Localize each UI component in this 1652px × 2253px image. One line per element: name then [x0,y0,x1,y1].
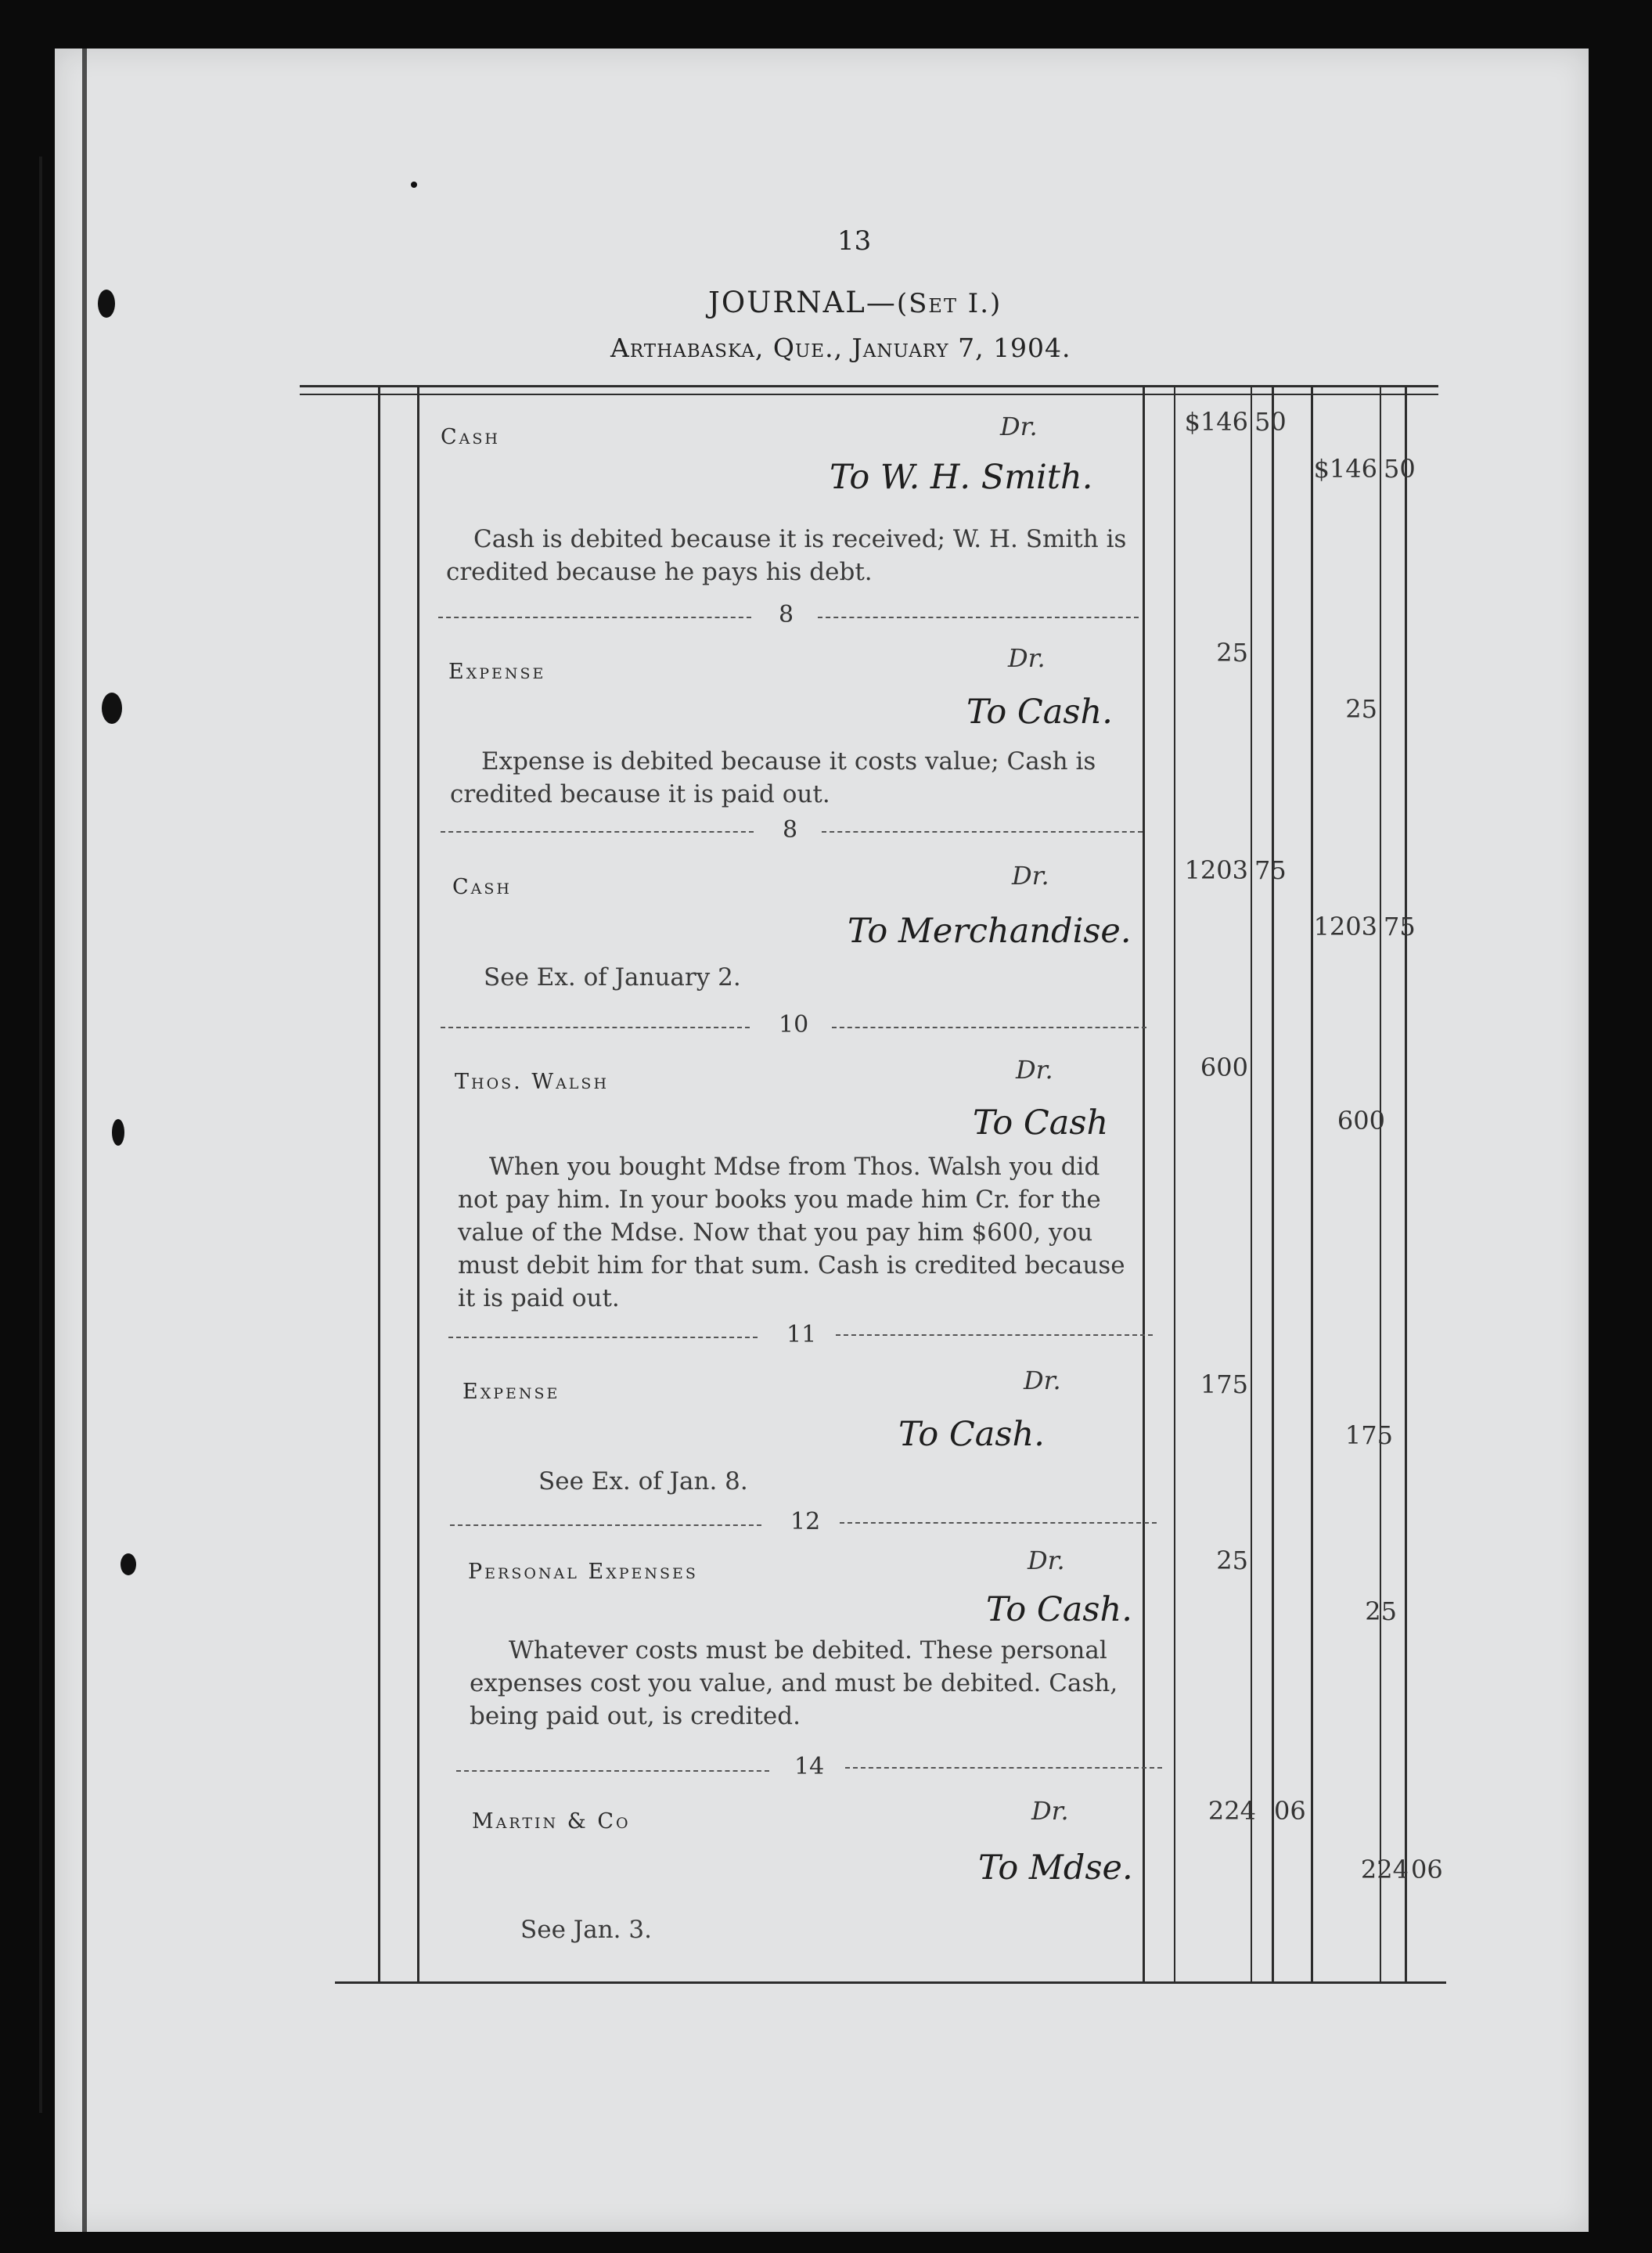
debit-account: Cash [452,875,512,899]
dr-label: Dr. [1000,412,1038,441]
date-separator-line [450,1524,761,1526]
credit-dollars: 25 [1345,694,1377,724]
margin-rule [417,387,419,1984]
debit-account: Cash [441,425,500,449]
journal-page [55,49,1589,2232]
ink-blot [98,290,115,318]
ink-blot [112,1119,124,1146]
entry-explanation: See Ex. of Jan. 8. [538,1467,748,1495]
dr-label: Dr. [1031,1796,1069,1826]
debit-account: Expense [448,660,546,684]
dr-label: Dr. [1008,643,1046,673]
credit-column-rule [1311,387,1313,1984]
dateline: Arthabaska, Que., January 7, 1904. [610,333,1071,363]
date-separator: 12 [790,1508,821,1535]
entry-explanation: See Jan. 3. [520,1916,652,1944]
ink-blot [102,693,122,724]
credit-cents: 50 [1384,454,1416,484]
debit-dollars: 224 [1208,1796,1256,1826]
entry-explanation: Whatever costs must be debited. These personal expenses cost you value, and must be debited. Cash, being paid out, is credited. [470,1636,1118,1730]
debit-cents: 06 [1274,1796,1306,1826]
journal-title: JOURNAL—(Set I.) [708,286,1002,319]
credit-dollars: 1203 [1313,912,1377,941]
credit-account: To W. H. Smith. [830,458,1093,497]
debit-account: Expense [462,1380,560,1404]
date-separator-line [441,1027,750,1028]
date-separator-line [840,1522,1157,1524]
credit-dollars: 25 [1365,1596,1397,1626]
credit-end-rule [1405,387,1407,1984]
date-separator-line [456,1770,769,1772]
credit-cents: 06 [1411,1855,1443,1884]
date-separator-line [832,1027,1146,1028]
credit-account: To Cash [973,1103,1109,1143]
date-separator-line [836,1334,1153,1336]
date-separator-line [441,831,754,833]
debit-dollars: $146 [1184,407,1248,437]
debit-dollars: 25 [1216,638,1248,668]
debit-dollars: 1203 [1184,855,1248,885]
credit-cents-rule [1380,387,1381,1984]
debit-cents-rule [1251,387,1252,1984]
credit-account: To Mdse. [978,1848,1133,1888]
top-double-rule-inner [300,394,1438,395]
date-separator: 10 [779,1011,809,1038]
credit-account: To Cash. [986,1590,1132,1629]
binding-shadow [39,157,42,2113]
debit-column-rule [1174,387,1175,1984]
debit-dollars: 175 [1200,1369,1248,1399]
entry-explanation: Expense is debited because it costs value; Cash is credited because it is paid out. [450,747,1096,808]
debit-dollars: 25 [1216,1546,1248,1575]
page-number: 13 [837,225,872,257]
bottom-rule [335,1981,1446,1984]
date-separator: 8 [783,816,798,844]
date-separator-line [438,617,751,618]
credit-dollars: 175 [1344,1420,1393,1450]
debit-dollars: 600 [1200,1053,1248,1082]
date-separator-line [818,617,1139,618]
date-separator: 8 [779,601,794,628]
credit-account: To Cash. [898,1415,1045,1454]
ink-blot [121,1553,136,1575]
credit-dollars: 224 [1360,1855,1409,1884]
credit-cents: 75 [1384,912,1416,941]
entry-explanation: See Ex. of January 2. [484,963,741,992]
date-column-rule [378,387,380,1984]
entry-explanation: Cash is debited because it is received; W. H. Smith is credited because he pays his debt. [446,525,1127,586]
debit-account: Martin & Co [472,1809,631,1834]
dr-label: Dr. [1016,1055,1053,1085]
text-column-rule [1143,387,1145,1984]
dr-label: Dr. [1028,1546,1065,1575]
date-separator-line [448,1337,758,1338]
date-separator-line [822,831,1143,833]
page-fold-shadow [82,49,87,2232]
date-separator-line [845,1767,1162,1769]
credit-dollars: 600 [1337,1106,1385,1135]
ink-speck [411,182,417,188]
date-separator: 14 [794,1753,825,1780]
top-double-rule [300,385,1438,387]
debit-account: Personal Expenses [468,1560,698,1584]
credit-account: To Merchandise. [848,912,1132,951]
debit-cents: 75 [1254,855,1287,885]
date-separator: 11 [786,1321,817,1348]
dr-label: Dr. [1012,861,1049,891]
debit-cents: 50 [1254,407,1287,437]
credit-account: To Cash. [966,693,1113,732]
debit-end-rule [1272,387,1274,1984]
entry-explanation: When you bought Mdse from Thos. Walsh you did not pay him. In your books you made him Cr. for the value of the Mdse. Now that you pay him $600, you must debit him for that sum. Cash is credited because it is paid out. [458,1153,1125,1312]
dr-label: Dr. [1024,1366,1061,1395]
debit-account: Thos. Walsh [455,1070,610,1094]
credit-dollars: $146 [1313,454,1377,484]
